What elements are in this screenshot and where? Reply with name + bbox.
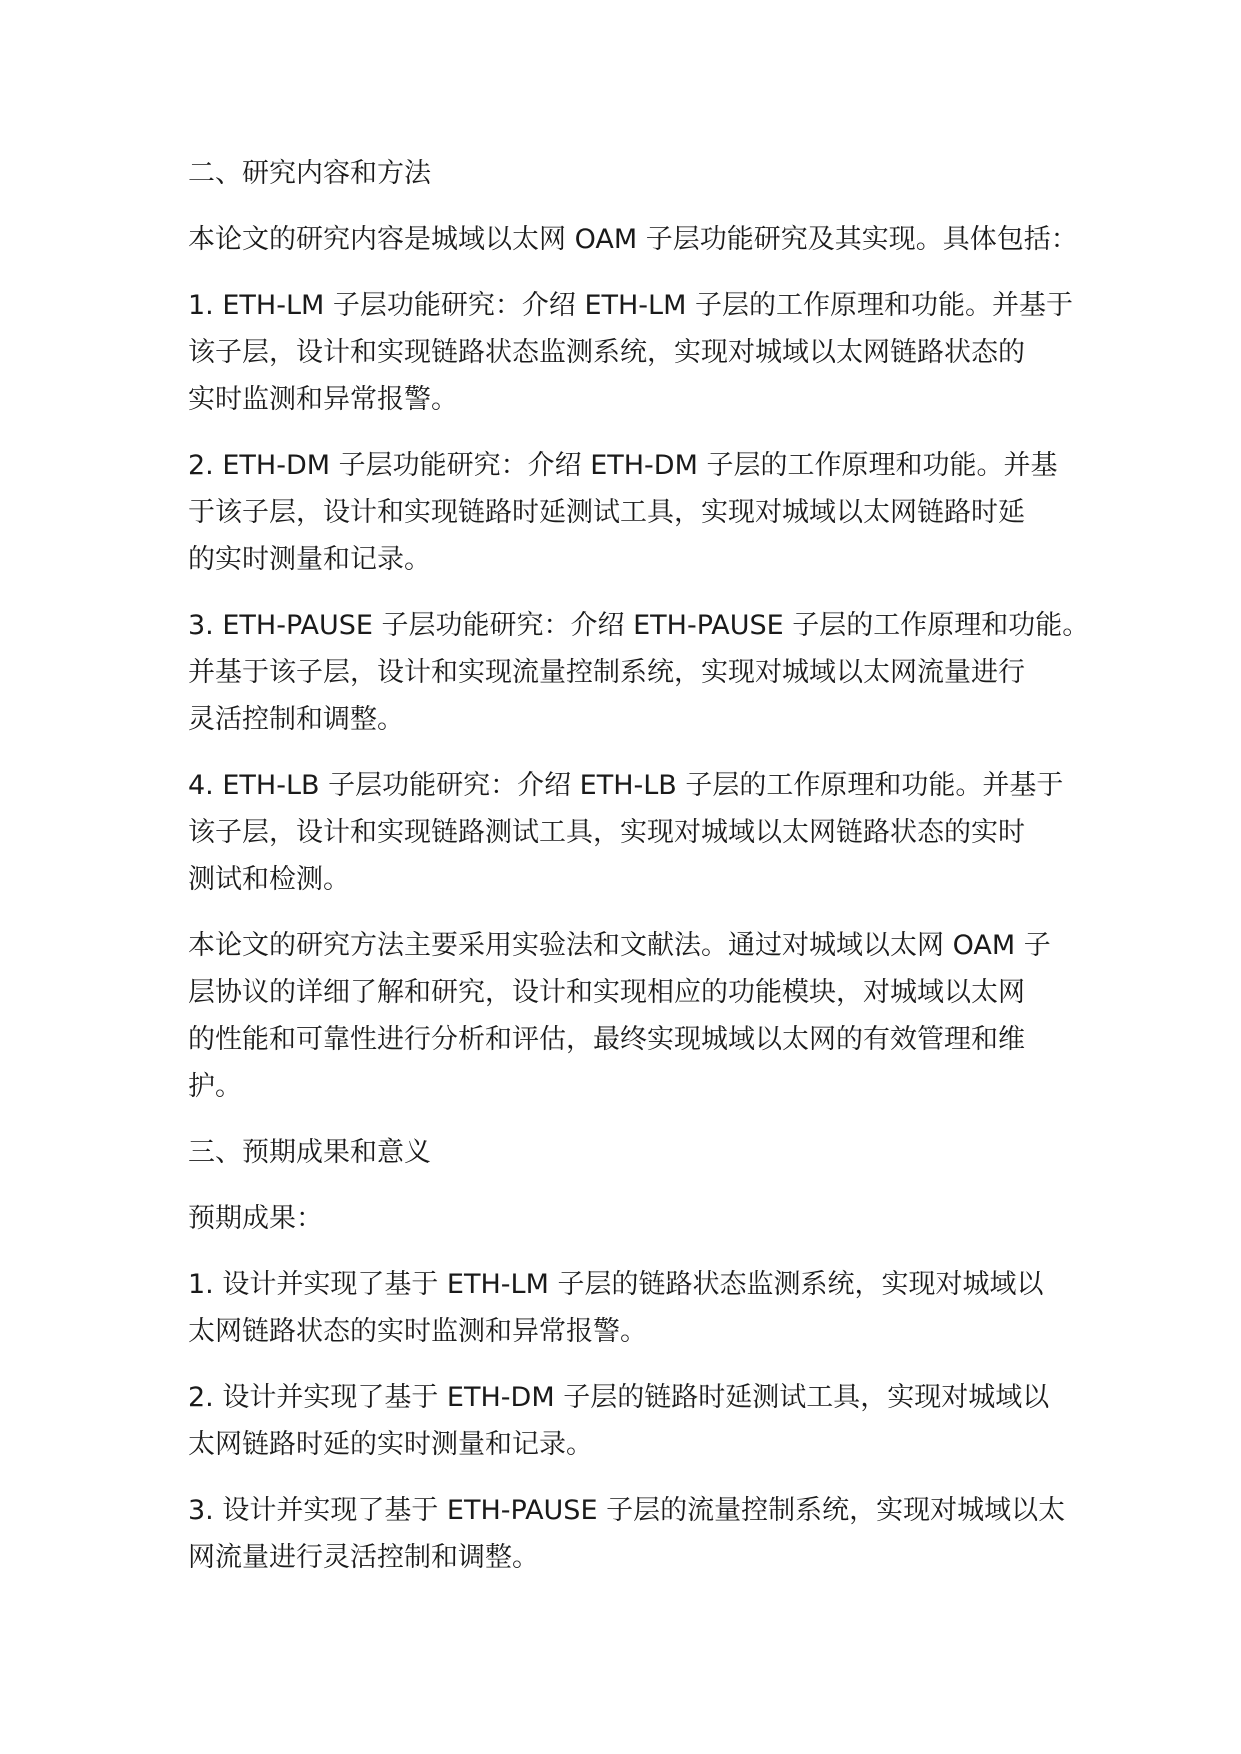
text-line: 测试和检测。 — [188, 864, 350, 895]
text-line: 太网链路状态的实时监测和异常报警。 — [188, 1316, 647, 1347]
text-line: 三、预期成果和意义 — [188, 1137, 431, 1168]
document-body — [188, 150, 1088, 1600]
text-line: 2. 设计并实现了基于 ETH-DM 子层的链路时延测试工具，实现对城域以 — [188, 1382, 1050, 1413]
text-line: 本论文的研究方法主要采用实验法和文献法。通过对城域以太网 OAM 子 — [188, 930, 1051, 961]
text-line: 该子层，设计和实现链路状态监测系统，实现对城域以太网链路状态的 — [188, 337, 1025, 368]
text-line: 本论文的研究内容是城域以太网 OAM 子层功能研究及其实现。具体包括： — [188, 224, 1078, 255]
list-item — [188, 1374, 1088, 1468]
text-line: 2. ETH-DM 子层功能研究：介绍 ETH-DM 子层的工作原理和功能。并基 — [188, 450, 1058, 481]
list-item — [188, 282, 1088, 423]
text-line: 层协议的详细了解和研究，设计和实现相应的功能模块，对城域以太网 — [188, 977, 1025, 1008]
section-heading — [188, 150, 1088, 197]
text-line: 预期成果： — [188, 1203, 323, 1234]
text-line: 的实时测量和记录。 — [188, 544, 431, 575]
list-item — [188, 442, 1088, 583]
text-line: 于该子层，设计和实现链路时延测试工具，实现对城域以太网链路时延 — [188, 497, 1025, 528]
section-heading — [188, 1129, 1088, 1176]
text-line: 护。 — [188, 1071, 242, 1102]
list-item — [188, 1261, 1088, 1355]
text-line: 灵活控制和调整。 — [188, 704, 404, 735]
text-line: 4. ETH-LB 子层功能研究：介绍 ETH-LB 子层的工作原理和功能。并基于 — [188, 770, 1064, 801]
text-line: 二、研究内容和方法 — [188, 158, 431, 189]
text-line: 太网链路时延的实时测量和记录。 — [188, 1429, 593, 1460]
text-line: 3. ETH-PAUSE 子层功能研究：介绍 ETH-PAUSE 子层的工作原理和功能。 — [188, 610, 1090, 641]
text-line: 的性能和可靠性进行分析和评估，最终实现城域以太网的有效管理和维 — [188, 1024, 1025, 1055]
text-line: 实时监测和异常报警。 — [188, 384, 458, 415]
list-item — [188, 762, 1088, 903]
text-line: 1. ETH-LM 子层功能研究：介绍 ETH-LM 子层的工作原理和功能。并基于 — [188, 290, 1073, 321]
text-line: 网流量进行灵活控制和调整。 — [188, 1542, 539, 1573]
paragraph — [188, 922, 1088, 1110]
text-line: 并基于该子层，设计和实现流量控制系统，实现对城域以太网流量进行 — [188, 657, 1025, 688]
text-line: 1. 设计并实现了基于 ETH-LM 子层的链路状态监测系统，实现对城域以 — [188, 1269, 1044, 1300]
list-item — [188, 602, 1088, 743]
paragraph — [188, 216, 1088, 263]
text-line: 3. 设计并实现了基于 ETH-PAUSE 子层的流量控制系统，实现对城域以太 — [188, 1495, 1066, 1526]
list-item — [188, 1487, 1088, 1581]
text-line: 该子层，设计和实现链路测试工具，实现对城域以太网链路状态的实时 — [188, 817, 1025, 848]
paragraph — [188, 1195, 1088, 1242]
